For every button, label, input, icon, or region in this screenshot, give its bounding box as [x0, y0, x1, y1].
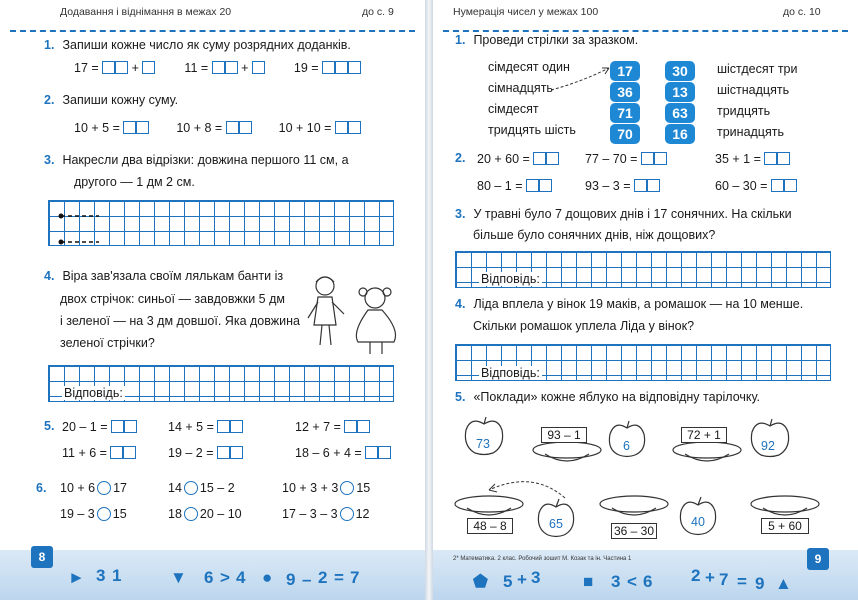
answer-box[interactable] — [539, 179, 552, 192]
number-word: сімдесят — [488, 102, 539, 116]
apple-number: 6 — [623, 439, 630, 453]
footer-symbol: 7 — [719, 570, 729, 589]
compare-circle[interactable] — [184, 507, 198, 521]
compare-circle[interactable] — [340, 507, 354, 521]
sample-arrow — [551, 60, 615, 94]
expr-row: 14 + 5 = — [168, 420, 243, 434]
compare-row: 10 + 6 17 — [60, 481, 128, 495]
footer-symbol: > — [220, 568, 230, 587]
answer-label: Відповідь: — [64, 386, 123, 400]
left-task-4-line2: двох стрічок: синьої — завдовжки 5 дм — [60, 292, 285, 306]
left-task-2-row: 10 + 5 = 10 + 8 = 10 + 10 = — [74, 121, 361, 135]
expr-row: 77 – 70 = — [585, 152, 667, 166]
apple-number: 92 — [761, 439, 775, 453]
footer-symbol: 2 — [318, 568, 328, 587]
answer-box[interactable] — [533, 152, 546, 165]
footer-symbol: 4 — [236, 568, 246, 587]
footer-symbol: 2 — [691, 566, 701, 585]
number-word: сімнадцять — [488, 81, 553, 95]
number-word: тридцять — [717, 104, 771, 118]
number-pill[interactable]: 70 — [610, 124, 640, 144]
footer-symbol: 3 — [531, 568, 541, 587]
answer-box[interactable] — [526, 179, 539, 192]
segment-start-marks — [49, 201, 149, 247]
left-task-3-line2: другого — 1 дм 2 см. — [74, 175, 195, 189]
right-task-4: 4. Ліда вплела у вінок 19 маків, а ромашок — на 10 менше. — [455, 297, 804, 311]
left-task-1-row: 17 = + 11 = + 19 = — [74, 61, 361, 75]
footer-symbol: 5 — [503, 572, 513, 591]
footer-symbol: 7 — [350, 568, 360, 587]
answer-box[interactable] — [647, 179, 660, 192]
number-word: сімдесят один — [488, 60, 570, 74]
answer-box[interactable] — [123, 121, 136, 134]
right-task-3-line2: більше було сонячних днів, ніж дощових? — [473, 228, 716, 242]
number-word: тридцять шість — [488, 123, 576, 137]
answer-label: Відповідь: — [481, 366, 540, 380]
left-task-3: 3. Накресли два відрізки: довжина першого 11 см, а — [44, 153, 349, 167]
compare-row: 14 15 – 2 — [168, 481, 235, 495]
footer-symbol: 9 — [286, 570, 296, 589]
footer-symbol: 6 — [204, 568, 214, 587]
compare-circle[interactable] — [97, 481, 111, 495]
expr-row: 12 + 7 = — [295, 420, 370, 434]
footer-symbol: < — [627, 572, 637, 591]
answer-box[interactable] — [348, 61, 361, 74]
right-task-3: 3. У травні було 7 дощових днів і 17 сонячних. На скільки — [455, 207, 792, 221]
right-task-1: 1. Проведи стрілки за зразком. — [455, 33, 639, 47]
left-task-5-num: 5. — [44, 419, 55, 433]
answer-box[interactable] — [111, 420, 124, 433]
left-header-divider — [10, 30, 415, 32]
footer-symbol: 3 — [611, 572, 621, 591]
answer-box[interactable] — [764, 152, 777, 165]
expr-row: 20 + 60 = — [477, 152, 559, 166]
footer-symbol: 9 — [755, 574, 765, 593]
answer-box[interactable] — [110, 446, 123, 459]
compare-circle[interactable] — [340, 481, 354, 495]
plate-icon — [453, 494, 525, 518]
answer-box[interactable] — [777, 152, 790, 165]
number-pill[interactable]: 30 — [665, 61, 695, 81]
apple-number: 40 — [691, 515, 705, 529]
answer-box[interactable] — [784, 179, 797, 192]
answer-box[interactable] — [230, 420, 243, 433]
plate-expression: 36 – 30 — [611, 523, 657, 539]
right-header-title: Нумерація чисел у межах 100 — [453, 6, 599, 18]
compare-row: 10 + 3 + 3 15 — [282, 481, 371, 495]
girls-illustration — [300, 270, 410, 360]
answer-box[interactable] — [365, 446, 378, 459]
footer-square-icon: ■ — [583, 572, 594, 591]
apple-number: 65 — [549, 517, 563, 531]
number-pill[interactable]: 13 — [665, 82, 695, 102]
answer-box[interactable] — [124, 420, 137, 433]
answer-box[interactable] — [225, 61, 238, 74]
footer-symbol: + — [705, 568, 715, 587]
answer-box[interactable] — [654, 152, 667, 165]
drawing-grid[interactable] — [48, 200, 394, 246]
expr-row: 93 – 3 = — [585, 179, 660, 193]
plate-expression: 93 – 1 — [541, 427, 587, 443]
footer-arrow-icon: ► — [68, 568, 85, 587]
expr-row: 35 + 1 = — [715, 152, 790, 166]
right-task-2-num: 2. — [455, 151, 466, 165]
expr-row: 19 – 2 = — [168, 446, 243, 460]
left-header-title: Додавання і віднімання в межах 20 — [60, 6, 232, 18]
left-task-1: 1. Запиши кожне число як суму розрядних доданків. — [44, 38, 351, 52]
number-word: шістдесят три — [717, 62, 798, 76]
answer-box[interactable] — [357, 420, 370, 433]
expr-row: 11 + 6 = — [62, 446, 136, 460]
answer-box[interactable] — [634, 179, 647, 192]
answer-label: Відповідь: — [481, 272, 540, 286]
compare-circle[interactable] — [97, 507, 111, 521]
footer-symbol: 1 — [112, 566, 122, 585]
number-pill[interactable]: 17 — [610, 61, 640, 81]
left-page-number: 8 — [31, 546, 53, 568]
book-spine — [425, 0, 433, 600]
number-pill[interactable]: 63 — [665, 103, 695, 123]
number-word: тринадцять — [717, 125, 784, 139]
answer-box[interactable] — [322, 61, 335, 74]
left-task-4-line4: зеленої стрічки? — [60, 336, 155, 350]
plate-icon — [749, 494, 821, 518]
answer-box[interactable] — [217, 420, 230, 433]
footer-symbol: = — [737, 572, 747, 591]
answer-box[interactable] — [123, 446, 136, 459]
right-task-5: 5. «Поклади» кожне яблуко на відповідну тарілочку. — [455, 390, 761, 404]
answer-box[interactable] — [212, 61, 225, 74]
plate-expression: 5 + 60 — [761, 518, 809, 534]
compare-row: 17 – 3 – 3 12 — [282, 507, 370, 521]
answer-box[interactable] — [335, 61, 348, 74]
answer-box[interactable] — [217, 446, 230, 459]
footer-symbol: 3 — [96, 566, 106, 585]
number-pill[interactable]: 36 — [610, 82, 640, 102]
footer-symbol: 6 — [643, 572, 653, 591]
expr-row: 60 – 30 = — [715, 179, 797, 193]
answer-box[interactable] — [344, 420, 357, 433]
answer-box[interactable] — [335, 121, 348, 134]
answer-box[interactable] — [115, 61, 128, 74]
plate-expression: 72 + 1 — [681, 427, 727, 443]
answer-box[interactable] — [102, 61, 115, 74]
answer-box[interactable] — [136, 121, 149, 134]
footer-dot-icon: ● — [262, 568, 273, 587]
compare-row: 19 – 3 15 — [60, 507, 127, 521]
plate-icon — [531, 440, 603, 464]
left-task-6-num: 6. — [36, 481, 47, 495]
right-page-number: 9 — [807, 548, 829, 570]
left-header-ref: до с. 9 — [362, 6, 394, 18]
footer-symbol: = — [334, 568, 344, 587]
answer-box[interactable] — [378, 446, 391, 459]
answer-box[interactable] — [252, 61, 265, 74]
book-credit: 2* Математика. 2 клас. Робочий зошит М. Козак та ін. Частина 1 — [453, 556, 632, 562]
expr-row: 20 – 1 = — [62, 420, 137, 434]
answer-box[interactable] — [771, 179, 784, 192]
expr-row: 80 – 1 = — [477, 179, 552, 193]
plate-icon — [671, 440, 743, 464]
number-pill[interactable]: 71 — [610, 103, 640, 123]
right-page — [433, 0, 858, 600]
left-task-4-line3: і зеленої — на 3 дм довшої. Яка довжина — [60, 314, 300, 328]
expr-row: 18 – 6 + 4 = — [295, 446, 391, 460]
left-task-2: 2. Запиши кожну суму. — [44, 93, 179, 107]
left-page — [0, 0, 425, 600]
number-word: шістнадцять — [717, 83, 790, 97]
answer-box[interactable] — [546, 152, 559, 165]
number-pill[interactable]: 16 — [665, 124, 695, 144]
answer-box[interactable] — [226, 121, 239, 134]
answer-box[interactable] — [142, 61, 155, 74]
plate-expression: 48 – 8 — [467, 518, 513, 534]
compare-row: 18 20 – 10 — [168, 507, 242, 521]
footer-symbol: – — [302, 570, 312, 589]
plate-icon — [598, 494, 670, 518]
footer-triangle-icon: ▼ — [170, 568, 187, 587]
compare-circle[interactable] — [184, 481, 198, 495]
left-task-4: 4. Віра зав'язала своїм лялькам банти із — [44, 269, 284, 283]
footer-triangle-icon: ▲ — [775, 574, 792, 593]
answer-box[interactable] — [230, 446, 243, 459]
apple-number: 73 — [476, 437, 490, 451]
footer-pentagon-icon: ⬟ — [473, 572, 488, 591]
right-task-4-line2: Скільки ромашок уплела Ліда у вінок? — [473, 319, 695, 333]
answer-box[interactable] — [239, 121, 252, 134]
answer-box[interactable] — [348, 121, 361, 134]
footer-symbol: + — [517, 570, 527, 589]
answer-box[interactable] — [641, 152, 654, 165]
right-header-ref: до с. 10 — [783, 6, 821, 18]
